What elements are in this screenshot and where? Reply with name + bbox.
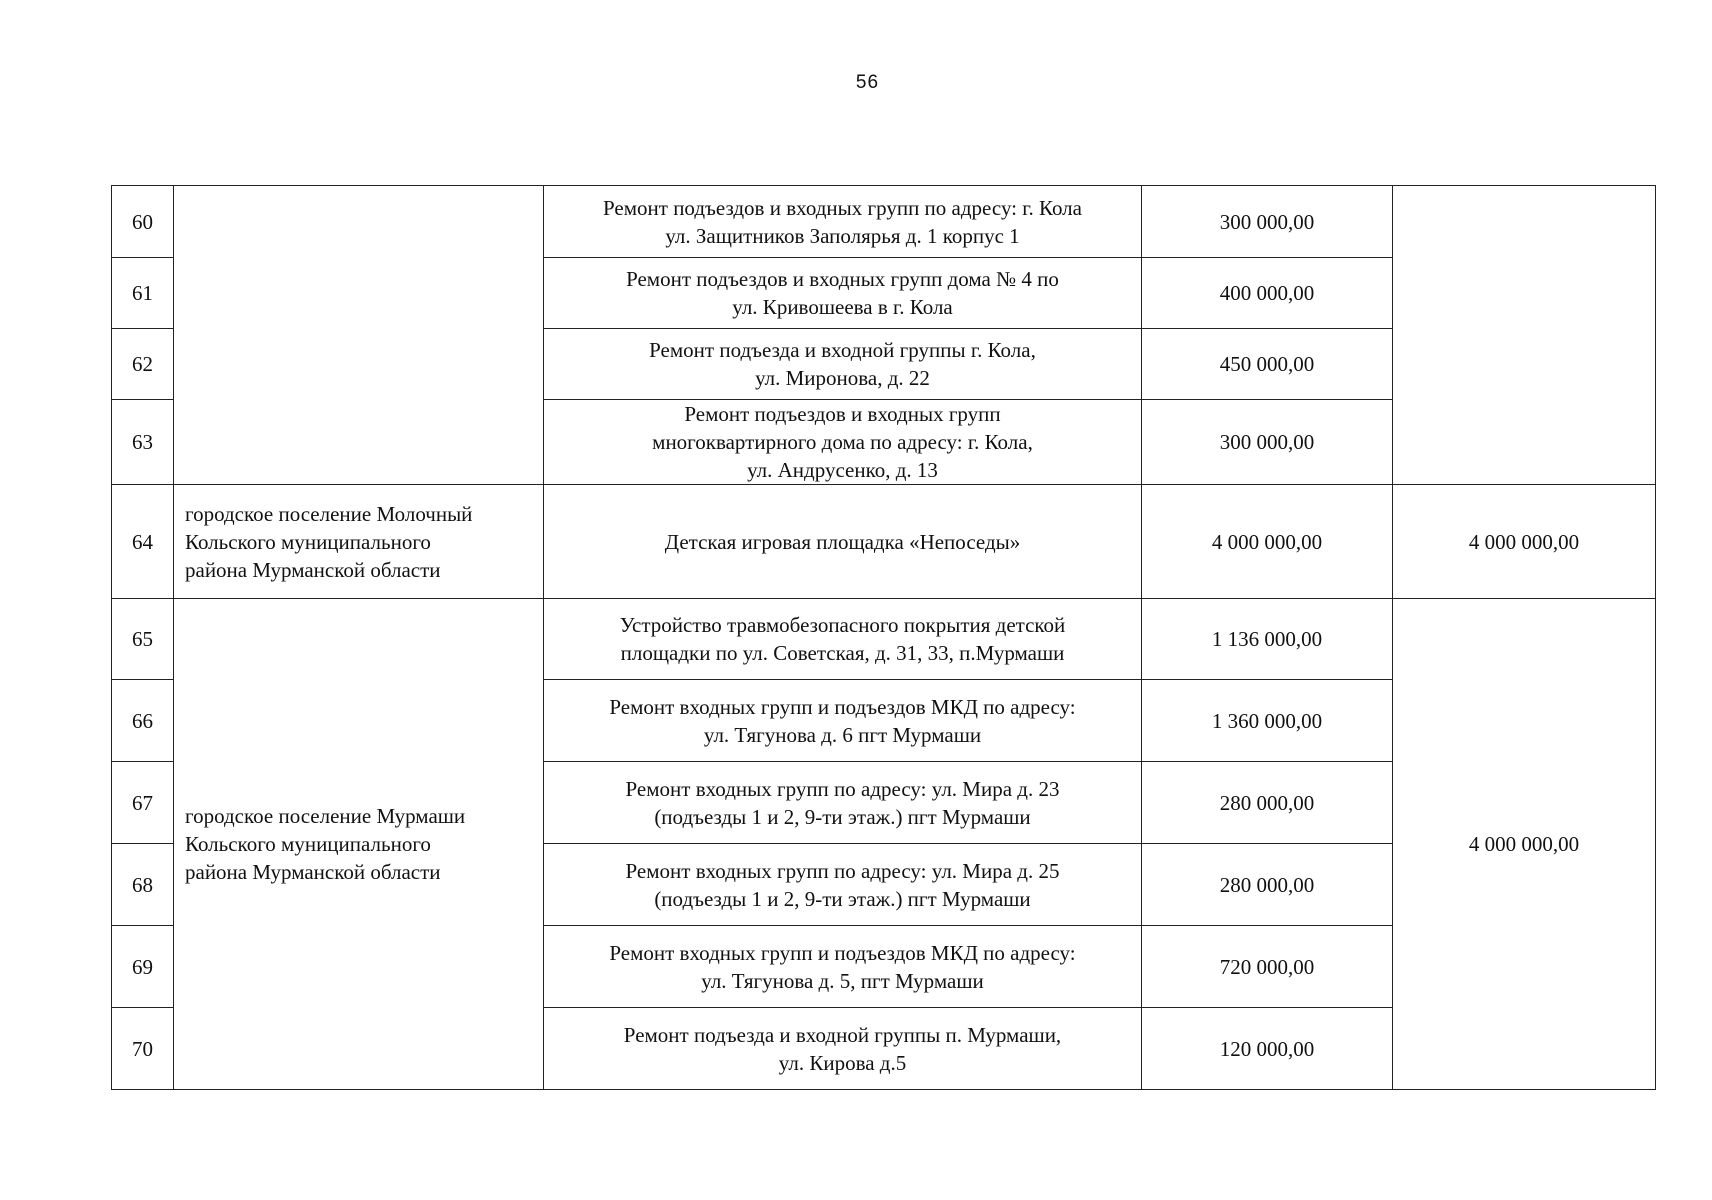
row-number: 63 — [112, 400, 174, 485]
row-number: 64 — [112, 485, 174, 599]
project-description — [544, 485, 1142, 599]
page-number: 56 — [855, 72, 880, 93]
row-number: 70 — [112, 1008, 174, 1090]
table-row — [112, 186, 1656, 258]
project-description — [544, 329, 1142, 400]
project-description-text: Ремонт входных групп и подъездов МКД по адресу: ул. Тягунова д. 5, пгт Мурмаши — [609, 940, 1076, 993]
project-description — [544, 844, 1142, 926]
row-number: 61 — [112, 258, 174, 329]
row-number: 60 — [112, 186, 174, 258]
group-total — [1393, 186, 1656, 485]
project-description — [544, 680, 1142, 762]
row-number: 67 — [112, 762, 174, 844]
project-description-text: Устройство травмобезопасного покрытия детской площадки по ул. Советская, д. 31, 33, п.Мурмаши — [619, 613, 1066, 665]
project-amount: 1 136 000,00 — [1142, 599, 1393, 680]
municipality-name: городское поселение Мурмаши Кольского муниципального района Мурманской области — [185, 804, 466, 884]
project-amount: 300 000,00 — [1142, 400, 1393, 485]
project-description-text: Детская игровая площадка «Непоседы» — [664, 529, 1021, 554]
group-total: 4 000 000,00 — [1393, 599, 1656, 1090]
project-description — [544, 599, 1142, 680]
project-amount: 720 000,00 — [1142, 926, 1393, 1008]
project-description — [544, 1008, 1142, 1090]
project-description-text: Ремонт входных групп и подъездов МКД по адресу: ул. Тягунова д. 6 пгт Мурмаши — [609, 694, 1076, 747]
project-description — [544, 400, 1142, 485]
row-number: 62 — [112, 329, 174, 400]
project-description — [544, 762, 1142, 844]
project-description — [544, 258, 1142, 329]
project-description-text: Ремонт входных групп по адресу: ул. Мира д. 25 (подъезды 1 и 2, 9-ти этаж.) пгт Мурмаши — [625, 858, 1060, 911]
project-description-text: Ремонт входных групп по адресу: ул. Мира д. 23 (подъезды 1 и 2, 9-ти этаж.) пгт Мурмаши — [625, 776, 1060, 829]
project-description — [544, 926, 1142, 1008]
municipality-cell — [174, 485, 544, 599]
project-amount: 450 000,00 — [1142, 329, 1393, 400]
municipality-cell — [174, 186, 544, 485]
project-amount: 280 000,00 — [1142, 762, 1393, 844]
project-description-text: Ремонт подъезда и входной группы п. Мурмаши, ул. Кирова д.5 — [623, 1022, 1062, 1075]
project-description — [544, 186, 1142, 258]
table-row — [112, 599, 1656, 680]
project-amount: 280 000,00 — [1142, 844, 1393, 926]
group-total: 4 000 000,00 — [1393, 485, 1656, 599]
project-amount: 4 000 000,00 — [1142, 485, 1393, 599]
project-amount: 300 000,00 — [1142, 186, 1393, 258]
row-number: 66 — [112, 680, 174, 762]
row-number: 69 — [112, 926, 174, 1008]
funding-table — [111, 185, 1656, 1090]
project-amount: 400 000,00 — [1142, 258, 1393, 329]
project-amount: 1 360 000,00 — [1142, 680, 1393, 762]
project-description-text: Ремонт подъездов и входных групп по адресу: г. Кола ул. Защитников Заполярья д. 1 корпус 1 — [603, 195, 1082, 248]
project-description-text: Ремонт подъездов и входных групп дома № 4 по ул. Кривошеева в г. Кола — [626, 267, 1059, 319]
project-description-text: Ремонт подъезда и входной группы г. Кола, ул. Миронова, д. 22 — [649, 338, 1036, 390]
municipality-name: городское поселение Молочный Кольского муниципального района Мурманской области — [185, 501, 473, 582]
table-row — [112, 485, 1656, 599]
row-number: 68 — [112, 844, 174, 926]
project-amount: 120 000,00 — [1142, 1008, 1393, 1090]
row-number: 65 — [112, 599, 174, 680]
municipality-cell — [174, 599, 544, 1090]
project-description-text: Ремонт подъездов и входных групп многоквартирного дома по адресу: г. Кола, ул. Андрусенко, д. 13 — [652, 402, 1033, 482]
